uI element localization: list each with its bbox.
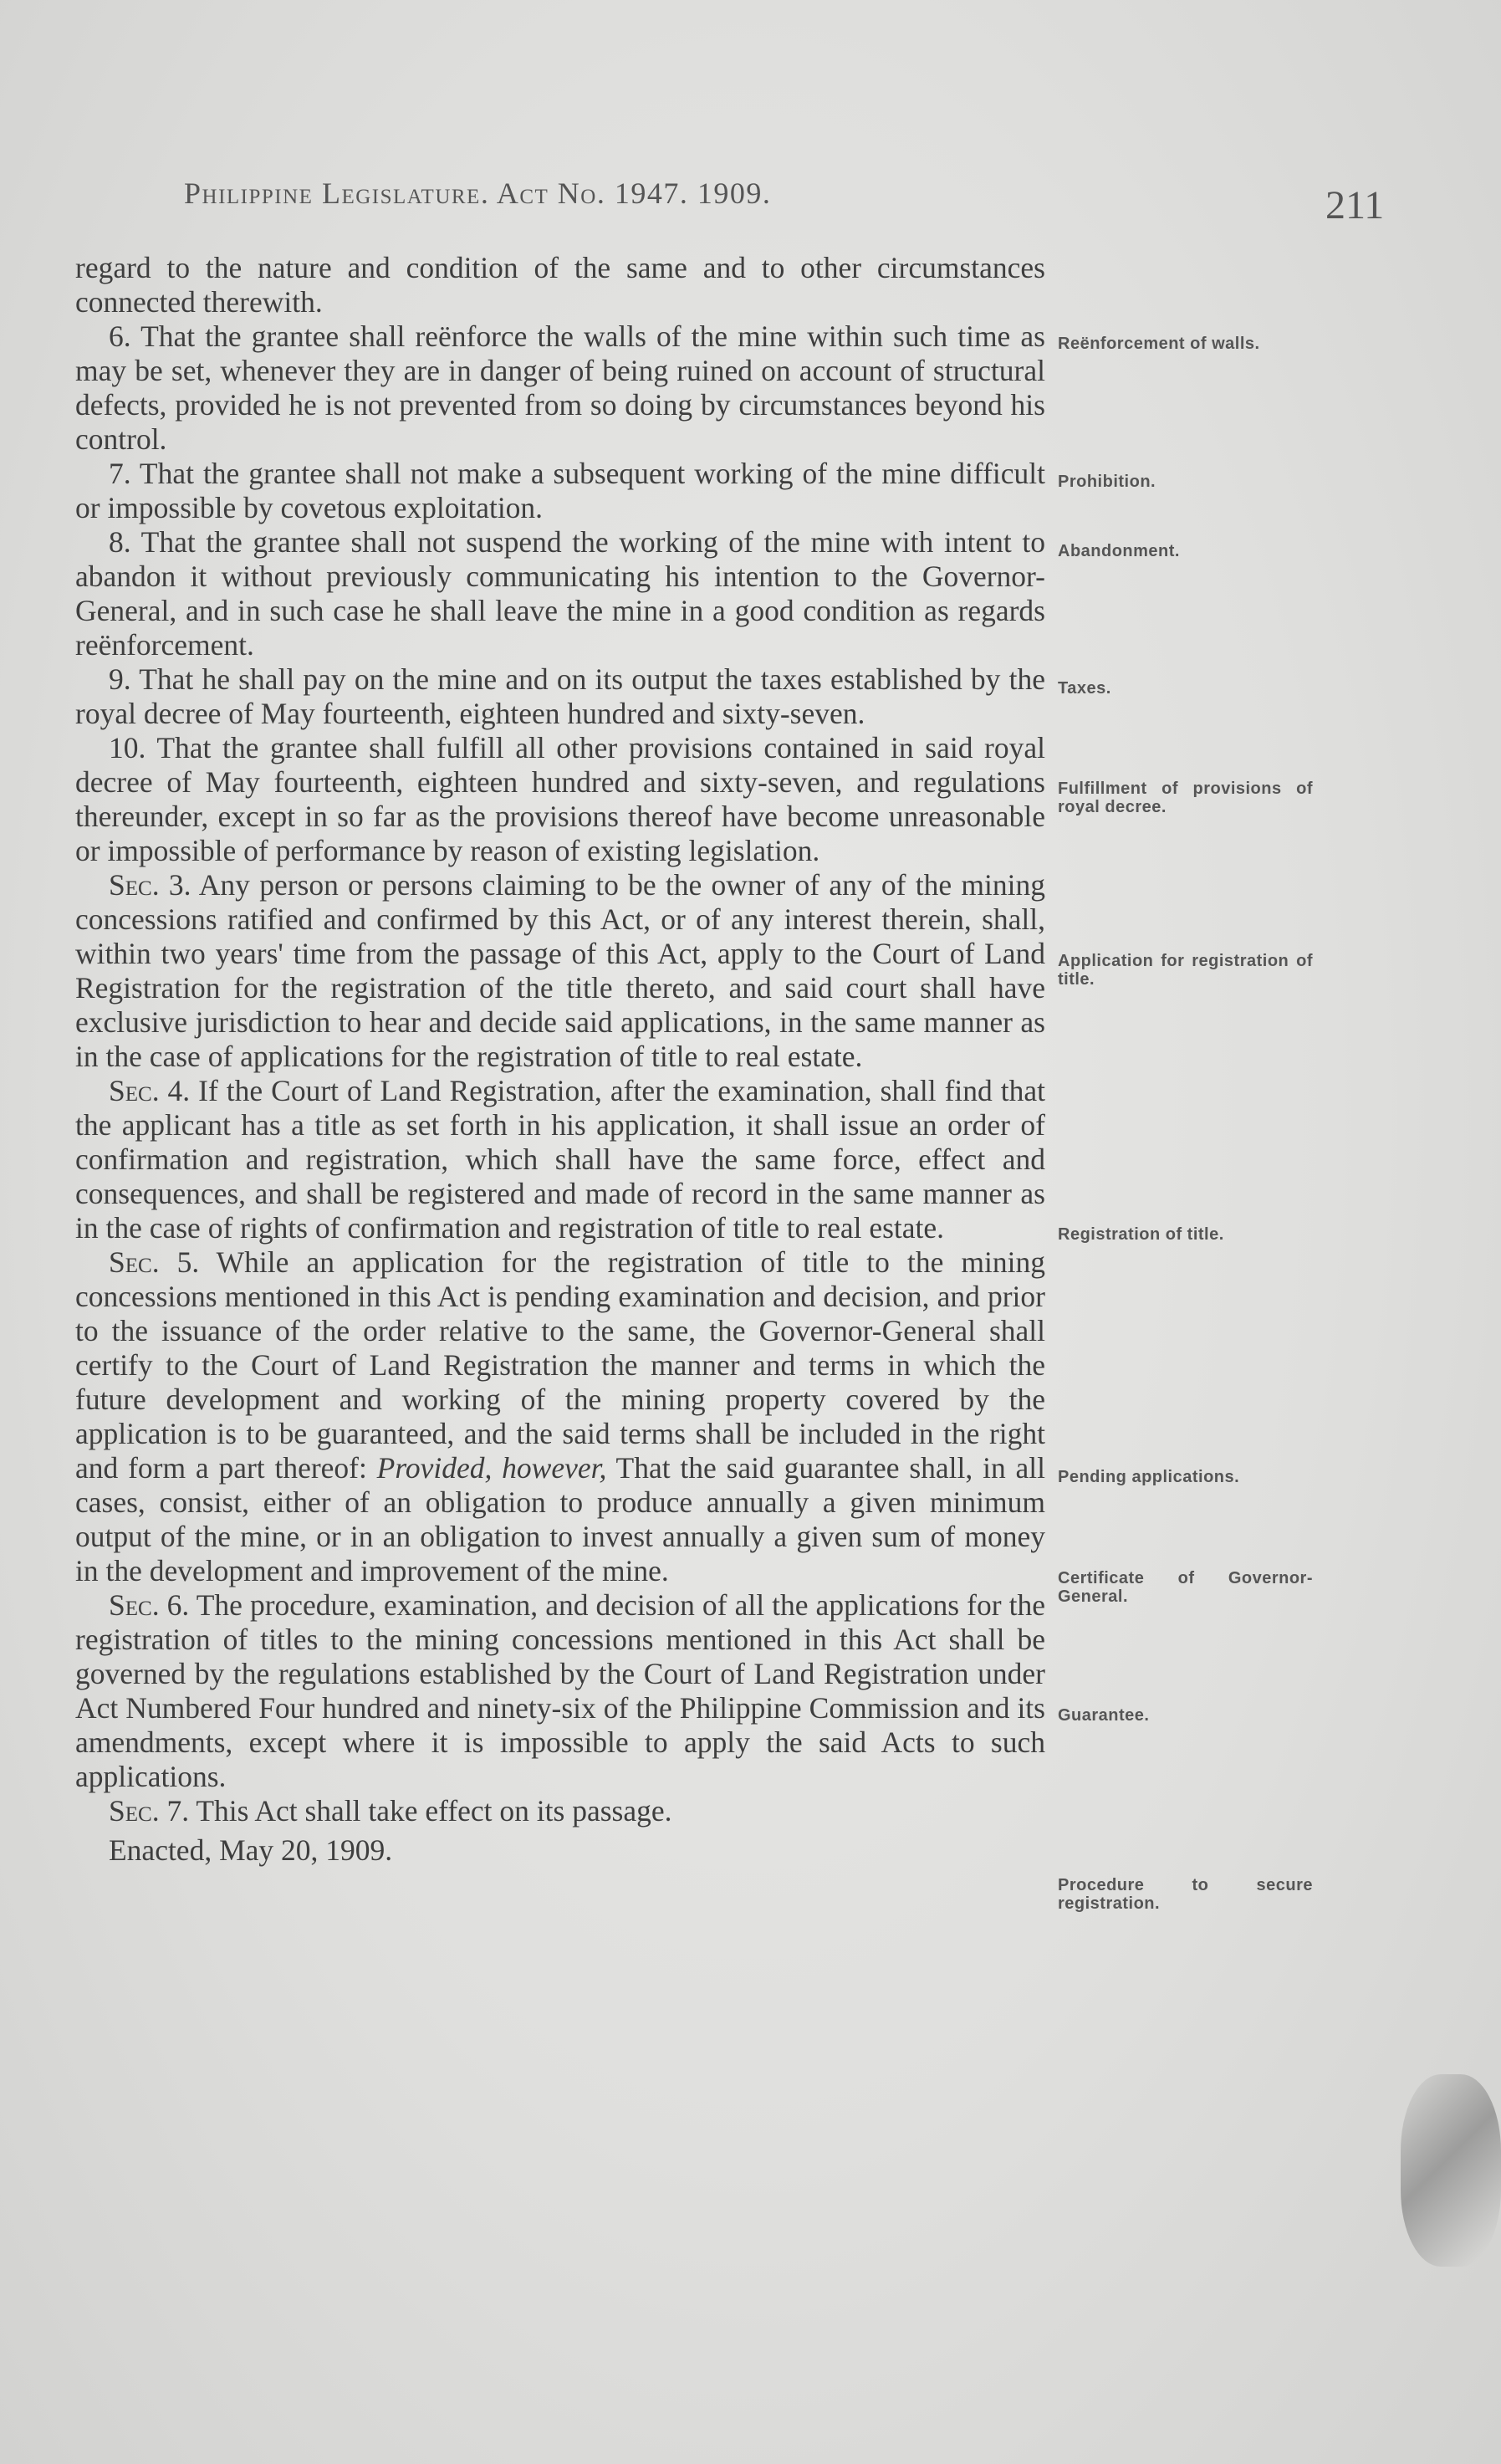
scan-smudge — [1401, 2074, 1501, 2267]
paragraph-item-9: 9. That he shall pay on the mine and on its output the taxes established by the royal decree of May fourteenth, eighteen hundred and sixty-seven. — [75, 662, 1045, 730]
margin-note-guarantee: Guarantee. — [1058, 1706, 1150, 1725]
paragraph-item-6: 6. That the grantee shall reënforce the walls of the mine within such time as may be set, whenever they are in danger of being ruined on account of structural defects, provided he is not prevented from so doing by circumstances beyond his control. — [75, 320, 1045, 456]
section-7-text: This Act shall take effect on its passage. — [196, 1794, 672, 1828]
paragraph-continuation: regard to the nature and condition of the same and to other circumstances connected therewith. — [75, 251, 1045, 319]
margin-note-certificate: Certificate of Governor-General. — [1058, 1569, 1313, 1606]
margin-note-taxes: Taxes. — [1058, 679, 1111, 698]
section-6 — [75, 1588, 1045, 1794]
section-3 — [75, 868, 1045, 1074]
section-5-text-b: That the said guarantee shall, in all cases, consist, either of an obligation to produce annually a given minimum output of the mine, or in an obligation to invest annually a given sum of money in the development and improvement of the mine. — [75, 1451, 1045, 1587]
section-7 — [75, 1794, 1045, 1828]
margin-note-abandonment: Abandonment. — [1058, 542, 1180, 560]
section-5-proviso: Provided, however, — [376, 1451, 607, 1485]
section-5 — [75, 1245, 1045, 1588]
section-6-label: Sec. 6. — [109, 1588, 190, 1622]
section-3-text: Any person or persons claiming to be the owner of any of the mining concessions ratified and confirmed by this Act, or of any interest therein, shall, within two years' time from the passage of this Act, apply to the Court of Land Registration for the registration of the title thereto, and said court shall have exclusive jurisdiction to hear and decide said applications, in the same manner as in the case of applications for the registration of title to real estate. — [75, 868, 1045, 1073]
section-6-text: The procedure, examination, and decision of all the applications for the registration of titles to the mining concessions mentioned in this Act shall be governed by the regulations established by the Court of Land Registration under Act Numbered Four hundred and ninety-six of the Philippine Commission and its amendments, except where it is impossible to apply the said Acts to such applications. — [75, 1588, 1045, 1793]
page-number: 211 — [1325, 183, 1385, 227]
margin-note-prohibition: Prohibition. — [1058, 473, 1156, 491]
running-header: Philippine Legislature. Act No. 1947. 1909. — [184, 176, 772, 210]
margin-note-registration: Registration of title. — [1058, 1225, 1224, 1244]
paragraph-item-8: 8. That the grantee shall not suspend the working of the mine with intent to abandon it without previously communicating his intention to the Governor-General, and in such case he shall leave the mine in a good condition as regards reënforcement. — [75, 525, 1045, 662]
body-text — [75, 251, 1045, 1868]
section-4 — [75, 1074, 1045, 1245]
section-4-label: Sec. 4. — [109, 1074, 191, 1107]
margin-note-procedure: Procedure to secure registration. — [1058, 1876, 1313, 1913]
margin-note-reenforcement: Reënforcement of walls. — [1058, 335, 1260, 353]
margin-note-application: Application for registration of title. — [1058, 952, 1313, 989]
paragraph-item-10: 10. That the grantee shall fulfill all other provisions contained in said royal decree of May fourteenth, eighteen hundred and sixty-seven, and regulations thereunder, except in so far as the provisions thereof have become unreasonable or impossible of performance by reason of existing legislation. — [75, 731, 1045, 867]
section-3-label: Sec. 3. — [109, 868, 191, 902]
section-4-text: If the Court of Land Registration, after the examination, shall find that the applicant has a title as set forth in his application, it shall issue an order of confirmation and registration, which shall have the same force, effect and consequences, and shall be registered and made of record in the same manner as in the case of rights of confirmation and registration of title to real estate. — [75, 1074, 1045, 1245]
margin-note-pending: Pending applications. — [1058, 1468, 1240, 1486]
enacted-date: Enacted, May 20, 1909. — [109, 1833, 393, 1867]
paragraph-item-7: 7. That the grantee shall not make a subsequent working of the mine difficult or impossible by covetous exploitation. — [75, 457, 1045, 524]
margin-note-fulfillment: Fulfillment of provisions of royal decree. — [1058, 780, 1313, 816]
section-5-label: Sec. 5. — [109, 1245, 200, 1279]
section-5-text-a: While an application for the registration of title to the mining concessions mentioned in this Act is pending examination and decision, and prior to the issuance of the order relative to the same, the Governor-General shall certify to the Court of Land Registration the manner and terms in which the future development and working of the mining property covered by the application is to be guaranteed, and the said terms shall be included in the right and form a part thereof: — [75, 1245, 1045, 1485]
section-7-label: Sec. 7. — [109, 1794, 190, 1828]
